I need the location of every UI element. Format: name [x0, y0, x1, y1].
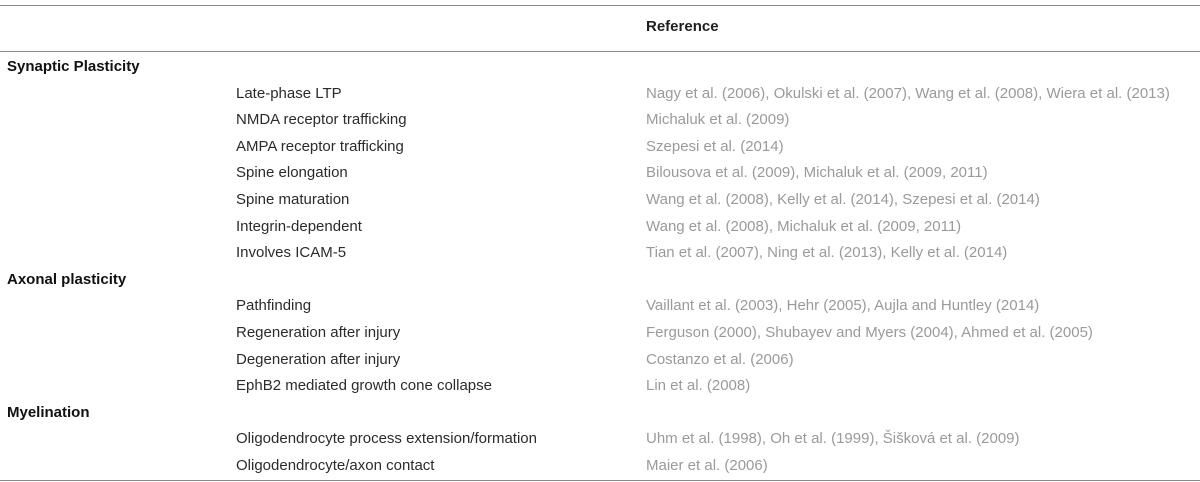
item-reference: Uhm et al. (1998), Oh et al. (1999), Šišková et al. (2009) [646, 430, 1020, 448]
item-label: Regeneration after injury [236, 324, 401, 341]
table-row [0, 187, 1200, 214]
item-reference: Wang et al. (2008), Kelly et al. (2014), Szepesi et al. (2014) [646, 191, 1040, 208]
section-row [0, 54, 1200, 81]
item-reference: Maier et al. (2006) [646, 457, 768, 474]
item-reference: Szepesi et al. (2014) [646, 137, 784, 155]
table-row [0, 134, 1200, 161]
table-row [0, 107, 1200, 134]
table-row [0, 453, 1200, 480]
table-row [0, 293, 1200, 320]
item-reference: Nagy et al. (2006), Okulski et al. (2007), Wang et al. (2008), Wiera et al. (2013) [646, 84, 1170, 102]
table-top-rule [0, 5, 1200, 6]
item-label: EphB2 mediated growth cone collapse [236, 377, 492, 395]
item-label: Spine maturation [236, 191, 350, 208]
item-label: Degeneration after injury [236, 350, 401, 368]
table-bottom-rule [0, 480, 1200, 481]
item-reference: Vaillant et al. (2003), Hehr (2005), Aujla and Huntley (2014) [646, 297, 1040, 315]
item-label: Involves ICAM-5 [236, 244, 347, 262]
table-row [0, 81, 1200, 108]
table-row [0, 320, 1200, 347]
section-row [0, 400, 1200, 427]
header-bottom-rule [0, 51, 1200, 52]
table-row [0, 373, 1200, 400]
item-label: AMPA receptor trafficking [236, 137, 404, 155]
item-reference: Wang et al. (2008), Michaluk et al. (2009, 2011) [646, 217, 962, 235]
item-reference: Tian et al. (2007), Ning et al. (2013), Kelly et al. (2014) [646, 244, 1008, 262]
column-header-reference: Reference [646, 18, 719, 35]
item-label: Pathfinding [236, 297, 312, 315]
table-row [0, 426, 1200, 453]
item-reference: Lin et al. (2008) [646, 377, 751, 395]
section-row [0, 267, 1200, 294]
table-row [0, 347, 1200, 374]
item-label: Late-phase LTP [236, 84, 342, 102]
table-row [0, 160, 1200, 187]
section-title-axonal-plasticity: Axonal plasticity [7, 270, 127, 288]
table-row [0, 214, 1200, 241]
section-title-myelination: Myelination [7, 403, 90, 421]
item-reference: Ferguson (2000), Shubayev and Myers (2004), Ahmed et al. (2005) [646, 324, 1093, 341]
item-reference: Bilousova et al. (2009), Michaluk et al. (2009, 2011) [646, 164, 988, 182]
item-label: Spine elongation [236, 164, 348, 182]
table-row [0, 240, 1200, 267]
item-reference: Costanzo et al. (2006) [646, 350, 794, 368]
item-label: NMDA receptor trafficking [236, 111, 407, 129]
item-reference: Michaluk et al. (2009) [646, 111, 790, 129]
item-label: Oligodendrocyte process extension/formation [236, 430, 537, 448]
item-label: Integrin-dependent [236, 217, 362, 235]
item-label: Oligodendrocyte/axon contact [236, 457, 435, 474]
section-title-synaptic-plasticity: Synaptic Plasticity [7, 58, 140, 75]
